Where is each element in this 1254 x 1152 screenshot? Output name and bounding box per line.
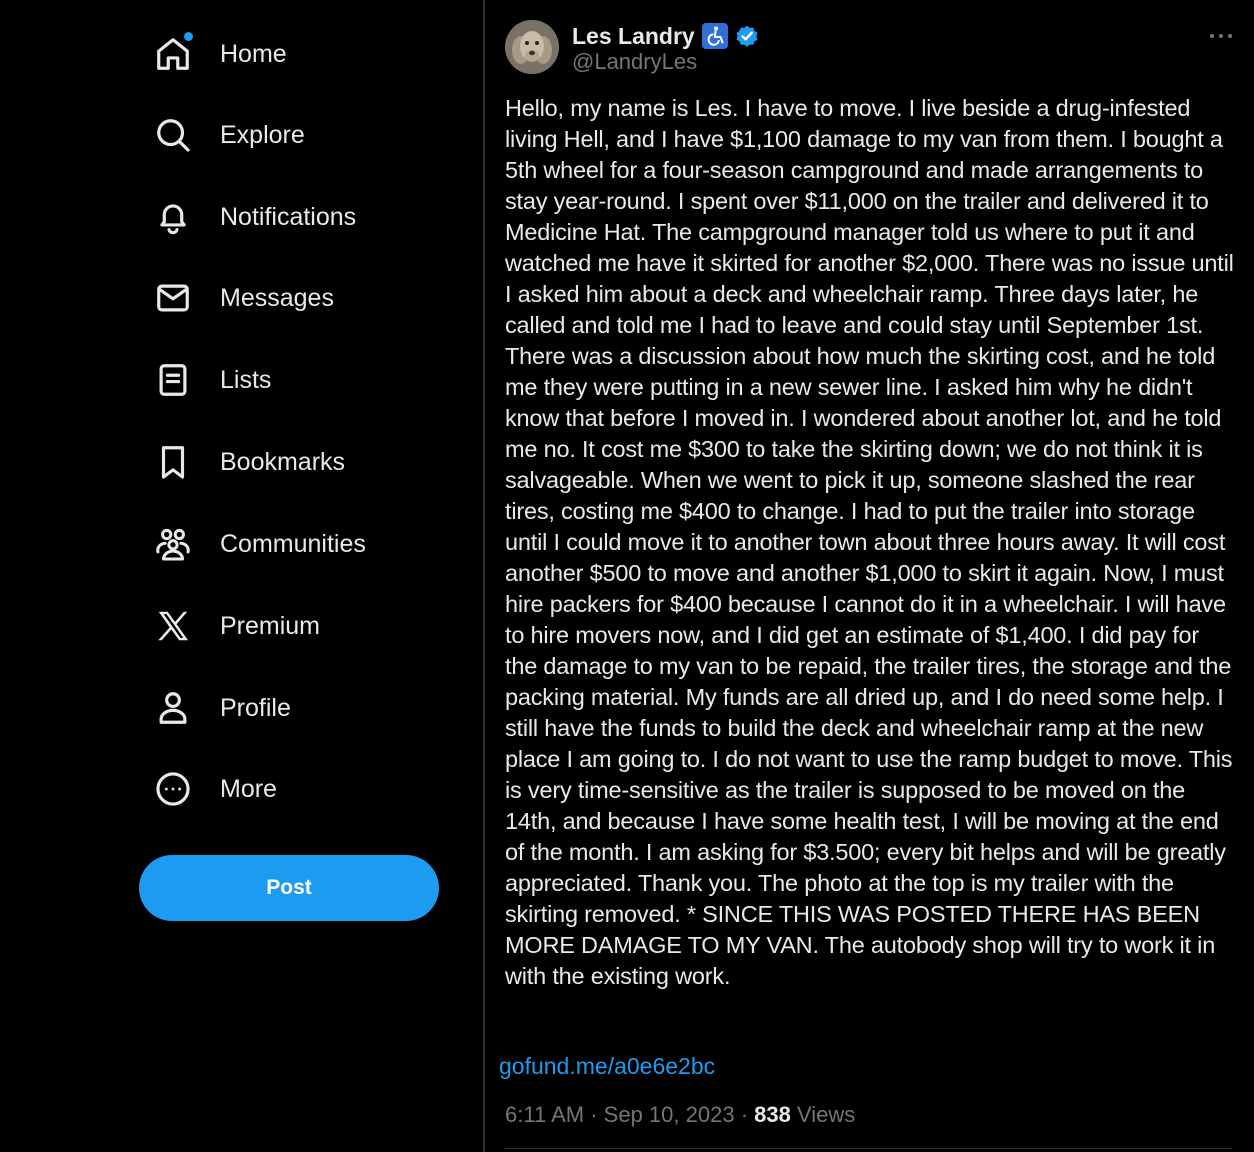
sidebar-item-notifications[interactable]	[148, 187, 356, 247]
author-name[interactable]: Les Landry	[572, 22, 695, 49]
bookmark-icon	[148, 437, 198, 487]
sidebar-item-label: Home	[220, 39, 287, 68]
avatar[interactable]	[505, 20, 559, 74]
sidebar-item-premium[interactable]	[148, 596, 320, 656]
sidebar-item-label: Messages	[220, 283, 334, 312]
bell-icon	[148, 192, 198, 242]
search-icon	[148, 110, 198, 160]
sidebar-item-label: More	[220, 774, 277, 803]
author-handle[interactable]: @LandryLes	[572, 49, 698, 74]
list-icon	[148, 355, 198, 405]
sidebar-item-messages[interactable]	[148, 268, 334, 328]
sidebar-item-label: Explore	[220, 120, 305, 149]
wheelchair-emoji-icon	[702, 23, 728, 49]
person-icon	[148, 683, 198, 733]
verified-badge-icon[interactable]	[734, 23, 760, 49]
sidebar-item-label: Profile	[220, 693, 291, 722]
meta-separator: ·	[590, 1102, 598, 1127]
tweet-link[interactable]: gofund.me/a0e6e2bc	[499, 1053, 716, 1079]
sidebar-item-profile[interactable]	[148, 678, 291, 738]
sidebar-item-label: Lists	[220, 365, 272, 394]
tweet-date[interactable]: Sep 10, 2023	[603, 1102, 735, 1127]
views-count: 838	[754, 1102, 791, 1127]
tweet-text: Hello, my name is Les. I have to move. I live beside a drug-infested living Hell, and I have $1,100 damage to my van from them. I bought a 5th wheel for a four-season campground and made arrangements to stay year-round. I spent over $11,000 on the trailer and delivered it to Medicine Hat. The campground manager told us where to put it and watched me have it skirted for another $2,000. There was no issue until I asked him about a deck and wheelchair ramp. Three days later, he called and told me I had to leave and could stay until September 1st. There was a discussion about how much the skirting cost, and he told me they were putting in a new sewer line. I asked him why he didn't know that before I moved in. I wondered about another lot, and he told me no. It cost me $300 to take the skirting down; we do not think it is salvageable. When we went to pick it up, someone slashed the rear tires, costing me $400 to change. I had to put the trailer into storage until I could move it to another town about three hours away. It will cost another $500 to move and another $1,000 to skirt it again. Now, I must hire packers for $400 because I cannot do it in a wheelchair. I will have to hire movers now, and I did get an estimate of $1,400. I did pay for the damage to my van to be repaid, the trailer tires, the storage and the packing material. My funds are all dried up, and I do need some help. I still have the funds to build the deck and wheelchair ramp at the new place I am going to. I do not want to use the ramp budget to move. This is very time-sensitive as the trailer is supposed to be moved on the 14th, and because I have some health test, I will be moving at the end of the month. I am asking for $3.500; every bit helps and will be greatly appreciated. Thank you. The photo at the top is my trailer with the skirting removed. * SINCE THIS WAS POSTED THERE HAS BEEN MORE DAMAGE TO MY VAN. The autobody shop will try to work it in with the existing work.	[505, 95, 1234, 989]
tweet-time[interactable]: 6:11 AM	[505, 1102, 585, 1127]
tweet-metadata	[505, 1099, 855, 1131]
envelope-icon	[148, 273, 198, 323]
more-circle-icon	[148, 764, 198, 814]
sidebar-item-communities[interactable]	[148, 514, 366, 574]
home-icon	[148, 29, 198, 79]
tweet-detail	[485, 0, 1254, 1152]
sidebar-item-label: Premium	[220, 611, 321, 640]
meta-separator: ·	[740, 1102, 749, 1127]
sidebar-item-label: Notifications	[220, 202, 357, 231]
author-name-row	[572, 19, 760, 53]
more-horizontal-icon[interactable]	[1206, 22, 1236, 50]
sidebar-item-home[interactable]	[148, 24, 287, 84]
sidebar-item-bookmarks[interactable]	[148, 432, 345, 492]
x-logo-icon	[148, 601, 198, 651]
post-button[interactable]: Post	[139, 855, 439, 921]
sidebar-nav	[0, 0, 483, 1152]
views-label: Views	[797, 1102, 856, 1127]
sidebar-item-more[interactable]	[148, 759, 277, 819]
sidebar-item-label: Communities	[220, 529, 366, 558]
sidebar-item-lists[interactable]	[148, 350, 271, 410]
sidebar-item-label: Bookmarks	[220, 447, 346, 476]
communities-icon	[148, 519, 198, 569]
sidebar-item-explore[interactable]	[148, 105, 305, 165]
bottom-divider	[505, 1148, 1232, 1149]
notification-dot	[184, 32, 193, 41]
